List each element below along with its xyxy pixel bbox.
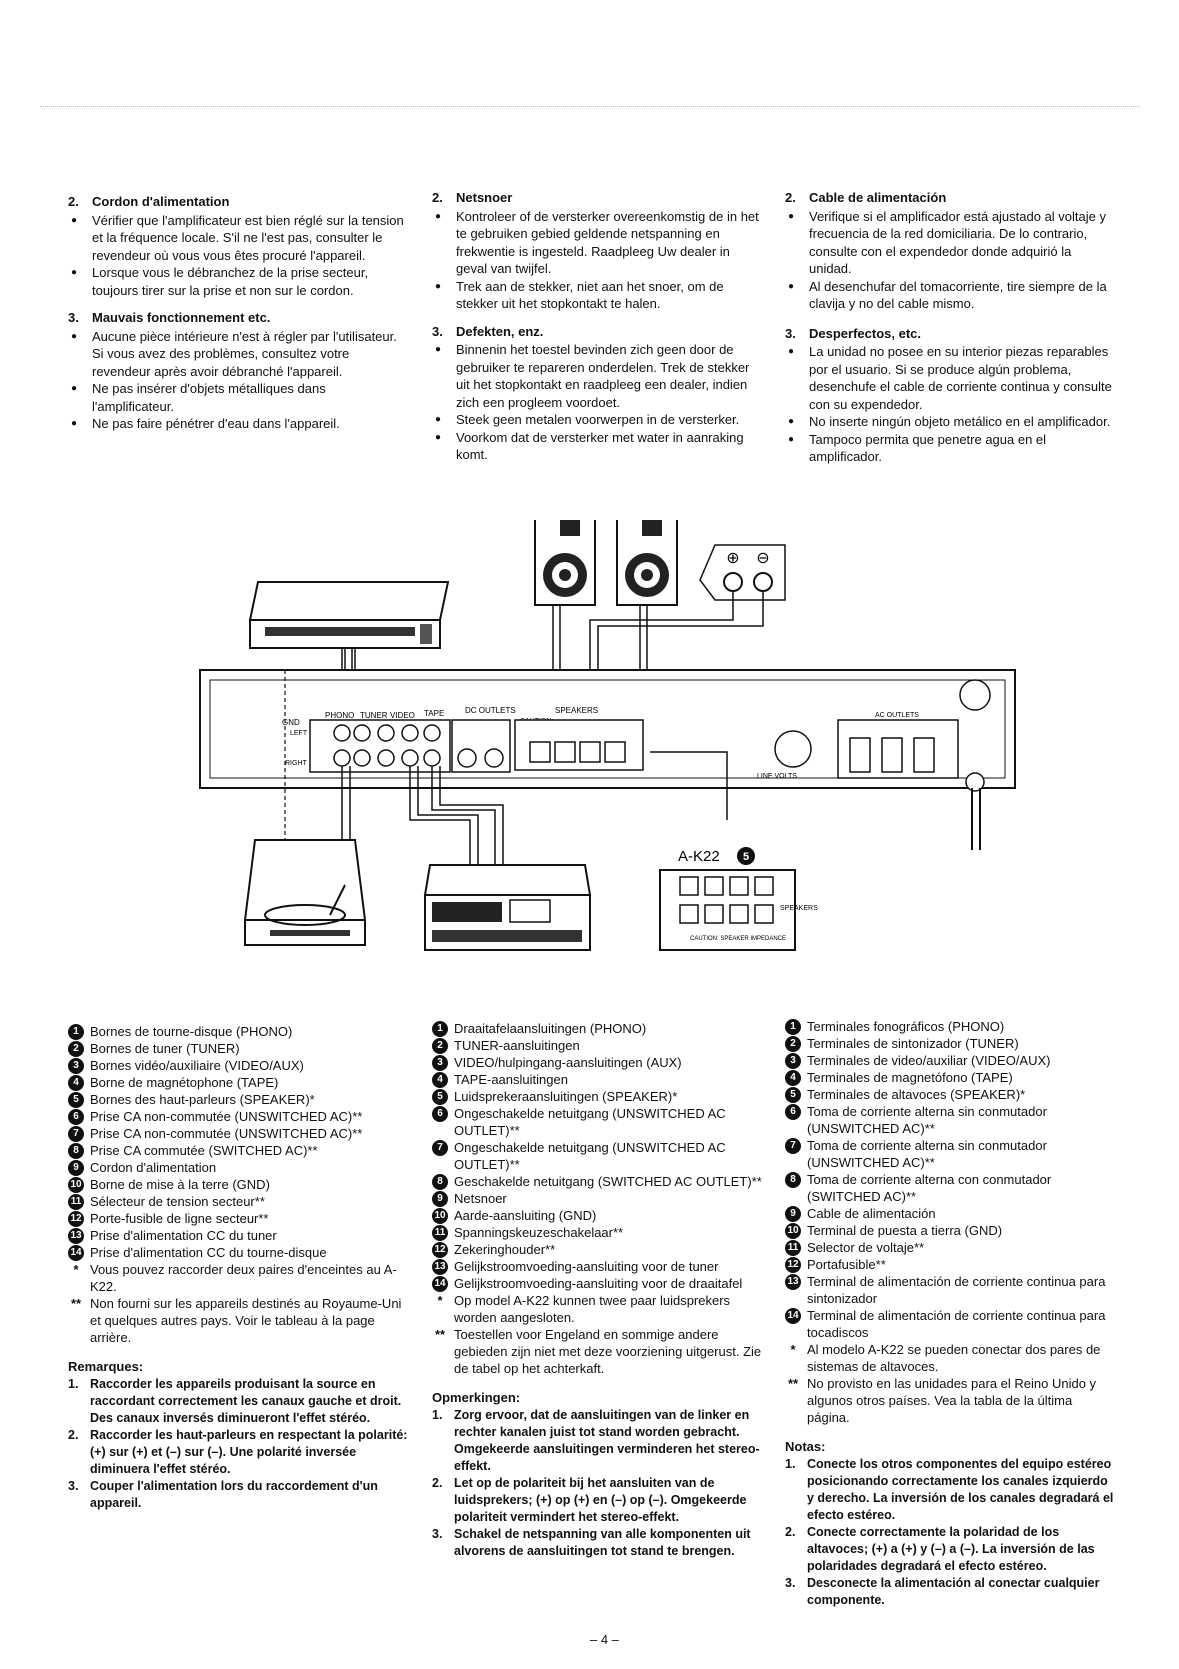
remarks-title: Notas: [785, 1439, 826, 1454]
phono-label: PHONO [325, 711, 355, 720]
legend-note: ** Non fourni sur les appareils destinés au Royaume-Uni et quelques autres pays. Voir le tableau à la page arrière. [70, 1296, 402, 1345]
legend-list [68, 1023, 408, 1346]
legend-item: 10 Borne de mise à la terre (GND) [68, 1176, 408, 1193]
legend-item: 1 Draaitafelaansluitingen (PHONO) [432, 1020, 762, 1037]
legend-note: ** Toestellen voor Engeland en sommige andere gebieden zijn niet met deze voorziening uitgerust. Zie de tabel op het achterkaft. [434, 1327, 762, 1376]
legend-list [785, 1018, 1115, 1426]
section-3-title: 3. Mauvais fonctionnement etc. [68, 310, 271, 325]
remark: 1. Raccorder les appareils produisant la source en raccordant correctement les canaux gauche et droit. Des canaux inversés diminueront l'effet stéréo. [68, 1376, 402, 1425]
legend-item: 12 Zekeringhouder** [432, 1241, 762, 1258]
line-volts-label: LINE VOLTS [757, 773, 797, 780]
remark: 2. Conecte correctamente la polaridad de los altavoces; (+) a (+) y (–) a (–). La inversión de las polaridades degradará el efecto estéreo. [785, 1524, 1095, 1573]
legend-item: 6 Prise CA non-commutée (UNSWITCHED AC)** [68, 1108, 408, 1125]
legend-item: 13 Gelijkstroomvoeding-aansluiting voor de tuner [432, 1258, 762, 1275]
remark: 1. Zorg ervoor, dat de aansluitingen van de linker en rechter kanalen juist tot stand worden gebracht. Omgekeerde aansluitingen verminderen het stereo-effekt. [432, 1407, 760, 1473]
model-callout-number: 5 [742, 851, 750, 863]
bullet: ● Al desenchufar del tomacorriente, tire siempre de la clavija y no del cable mismo. [785, 278, 1115, 313]
plus-label: ⊕ [726, 550, 740, 567]
section-3-bullets [68, 328, 408, 433]
remark: 2. Let op de polariteit bij het aansluiten van de luidsprekers; (+) op (+) en (–) op (–). Omgekeerde polariteit vermindert het stereo-effekt. [432, 1475, 747, 1524]
remarks-title: Remarques: [68, 1359, 144, 1374]
speakers-label: SPEAKERS [555, 706, 599, 715]
legend-item: 12 Portafusible** [785, 1256, 1115, 1273]
legend-item: 12 Porte-fusible de ligne secteur** [68, 1210, 408, 1227]
minus-label: ⊖ [756, 550, 770, 567]
section-2-title: 2. Cable de alimentación [785, 190, 947, 205]
legend-item: 14 Prise d'alimentation CC du tourne-disque [68, 1244, 408, 1261]
column-dutch [432, 189, 762, 474]
legend-item: 5 Terminales de altavoces (SPEAKER)* [785, 1086, 1115, 1103]
column-french [68, 193, 408, 443]
legend-item: 9 Cable de alimentación [785, 1205, 1115, 1222]
right-label: RIGHT [285, 760, 307, 767]
legend-note: * Vous pouvez raccorder deux paires d'enceintes au A-K22. [73, 1262, 397, 1294]
scan-artifact-line [40, 106, 1140, 107]
legend-item: 6 Toma de corriente alterna sin conmutador (UNSWITCHED AC)** [785, 1103, 1115, 1137]
remarks-title: Opmerkingen: [432, 1390, 521, 1405]
gnd-label: GND [282, 718, 300, 727]
bullet: ● Steek geen metalen voorwerpen in de versterker. [432, 411, 762, 429]
legend-item: 5 Luidsprekeraansluitingen (SPEAKER)* [432, 1088, 762, 1105]
speaker-left [535, 520, 595, 605]
legend-item: 11 Selector de voltaje** [785, 1239, 1115, 1256]
legend-spanish [785, 1018, 1115, 1609]
page-number: – 4 – [590, 1632, 619, 1647]
section-2-title: 2. Netsnoer [432, 190, 513, 205]
bullet: ● Binnenin het toestel bevinden zich geen door de gebruiker te repareren onderdelen. Trek de stekker uit het stopkontakt en raadpleeg een dealer, indien zich een progleem voordoet. [432, 341, 762, 411]
speaker-right [617, 520, 677, 605]
bullet: ● Aucune pièce intérieure n'est à régler par l'utilisateur. Si vous avez des problèmes, consultez votre revendeur après avoir débranché l'appareil. [68, 328, 408, 381]
legend-item: 3 Bornes vidéo/auxiliaire (VIDEO/AUX) [68, 1057, 408, 1074]
legend-item: 10 Terminal de puesta a tierra (GND) [785, 1222, 1115, 1239]
legend-item: 3 VIDEO/hulpingang-aansluitingen (AUX) [432, 1054, 762, 1071]
tuner-label: TUNER [360, 711, 388, 720]
legend-item: 8 Prise CA commutée (SWITCHED AC)** [68, 1142, 408, 1159]
cassette-deck [425, 865, 590, 950]
legend-item: 2 TUNER-aansluitingen [432, 1037, 762, 1054]
remark: 1. Conecte los otros componentes del equipo estéreo posicionando correctamente los canales izquierdo y derecho. La inversión de los canales degradará el efecto estéreo. [785, 1456, 1114, 1522]
power-cord [972, 788, 980, 850]
remark: 2. Raccorder les haut-parleurs en respectant la polarité: (+) sur (+) et (–) sur (–). Une polarité inversée diminuera l'effet stéréo. [68, 1427, 408, 1476]
remark: 3. Schakel de netspanning van alle komponenten uit alvorens de aansluitingen tot stand te brengen. [432, 1526, 751, 1558]
legend-item: 13 Prise d'alimentation CC du tuner [68, 1227, 408, 1244]
connection-diagram [0, 520, 1179, 990]
bullet: ● Ne pas insérer d'objets métalliques dans l'amplificateur. [68, 380, 408, 415]
legend-item: 10 Aarde-aansluiting (GND) [432, 1207, 762, 1224]
remarks-list [432, 1407, 762, 1560]
tuner-unit [250, 582, 448, 648]
bullet: ● Kontroleer of de versterker overeenkomstig de in het te gebruiken gebied geldende netspanning en frekwentie is ingesteld. Raadpleeg Uw dealer in geval van twijfel. [432, 208, 762, 278]
remark: 3. Desconecte la alimentación al conectar cualquier componente. [785, 1575, 1100, 1607]
legend-item: 11 Sélecteur de tension secteur** [68, 1193, 408, 1210]
bullet: ● La unidad no posee en su interior piezas reparables por el usuario. Si se produce algún problema, desenchufe el cable de corriente continua y consulte con su expendedor. [785, 343, 1115, 413]
turntable [245, 840, 365, 945]
model-label: A-K22 [678, 848, 720, 865]
bullet: ● Vérifier que l'amplificateur est bien réglé sur la tension et la fréquence locale. S'il ne l'est pas, consulter le revendeur où vous vous êtes procuré l'appareil. [68, 212, 408, 265]
section-2-title: 2. Cordon d'alimentation [68, 194, 230, 209]
remarks-list [68, 1376, 408, 1512]
bullet: ● Tampoco permita que penetre agua en el amplificador. [785, 431, 1115, 466]
bullet: ● Voorkom dat de versterker met water in aanraking komt. [432, 429, 762, 464]
legend-item: 9 Netsnoer [432, 1190, 762, 1207]
left-label: LEFT [290, 730, 308, 737]
legend-item: 6 Ongeschakelde netuitgang (UNSWITCHED AC OUTLET)** [432, 1105, 762, 1139]
video-label: VIDEO [390, 711, 415, 720]
legend-list [432, 1020, 762, 1377]
legend-item: 11 Spanningskeuzeschakelaar** [432, 1224, 762, 1241]
legend-item: 7 Prise CA non-commutée (UNSWITCHED AC)** [68, 1125, 408, 1142]
legend-note: * Op model A-K22 kunnen twee paar luidsprekers worden aangesloten. [437, 1293, 731, 1325]
legend-item: 4 Terminales de magnetófono (TAPE) [785, 1069, 1115, 1086]
legend-note: * Al modelo A-K22 se pueden conectar dos pares de sistemas de altavoces. [790, 1342, 1101, 1374]
legend-item: 4 Borne de magnétophone (TAPE) [68, 1074, 408, 1091]
bullet: ● Verifique si el amplificador está ajustado al voltaje y frecuencia de la red domiciliaria. De lo contrario, consulte con el expendedor donde adquirió la unidad. [785, 208, 1115, 278]
a-k22-speakers-label: SPEAKERS [780, 905, 818, 912]
section-2-bullets [432, 208, 762, 313]
legend-item: 13 Terminal de alimentación de corriente continua para sintonizador [785, 1273, 1115, 1307]
bullet: ● Ne pas faire pénétrer d'eau dans l'appareil. [68, 415, 408, 433]
legend-item: 2 Terminales de sintonizador (TUNER) [785, 1035, 1115, 1052]
remark: 3. Couper l'alimentation lors du raccordement d'un appareil. [68, 1478, 378, 1510]
legend-item: 4 TAPE-aansluitingen [432, 1071, 762, 1088]
bullet: ● Trek aan de stekker, niet aan het snoer, om de stekker uit het stopkontakt te halen. [432, 278, 762, 313]
legend-item: 1 Terminales fonográficos (PHONO) [785, 1018, 1115, 1035]
amplifier-rear-panel [200, 670, 1015, 791]
legend-item: 7 Ongeschakelde netuitgang (UNSWITCHED AC OUTLET)** [432, 1139, 762, 1173]
section-2-bullets [785, 208, 1115, 313]
legend-item: 8 Toma de corriente alterna con conmutador (SWITCHED AC)** [785, 1171, 1115, 1205]
a-k22-speaker-panel [660, 870, 818, 950]
legend-item: 1 Bornes de tourne-disque (PHONO) [68, 1023, 408, 1040]
legend-item: 14 Gelijkstroomvoeding-aansluiting voor de draaitafel [432, 1275, 762, 1292]
a-k22-caution-label: CAUTION: SPEAKER IMPEDANCE [690, 936, 787, 942]
column-spanish [785, 189, 1115, 476]
section-3-bullets [785, 343, 1115, 466]
tape-label: TAPE [424, 709, 445, 718]
legend-item: 9 Cordon d'alimentation [68, 1159, 408, 1176]
ac-outlets-label: AC OUTLETS [875, 712, 919, 719]
section-3-title: 3. Desperfectos, etc. [785, 325, 921, 341]
polarity-detail [700, 545, 785, 600]
section-3-bullets [432, 341, 762, 464]
remarks-list [785, 1456, 1115, 1609]
bullet: ● No inserte ningún objeto metálico en el amplificador. [785, 413, 1115, 431]
legend-dutch [432, 1020, 762, 1560]
legend-note: ** No provisto en las unidades para el Reino Unido y algunos otros países. Vea la tabla de la última página. [787, 1376, 1097, 1425]
section-3-title: 3. Defekten, enz. [432, 323, 544, 339]
legend-french [68, 1023, 408, 1512]
section-2-bullets [68, 212, 408, 300]
legend-item: 7 Toma de corriente alterna sin conmutador (UNSWITCHED AC)** [785, 1137, 1115, 1171]
legend-item: 8 Geschakelde netuitgang (SWITCHED AC OUTLET)** [432, 1173, 762, 1190]
bullet: ● Lorsque vous le débranchez de la prise secteur, toujours tirer sur la prise et non sur le cordon. [68, 264, 408, 299]
legend-item: 2 Bornes de tuner (TUNER) [68, 1040, 408, 1057]
dc-outlets-label: DC OUTLETS [465, 706, 516, 715]
legend-item: 14 Terminal de alimentación de corriente continua para tocadiscos [785, 1307, 1115, 1341]
legend-item: 3 Terminales de video/auxiliar (VIDEO/AUX) [785, 1052, 1115, 1069]
legend-item: 5 Bornes des haut-parleurs (SPEAKER)* [68, 1091, 408, 1108]
